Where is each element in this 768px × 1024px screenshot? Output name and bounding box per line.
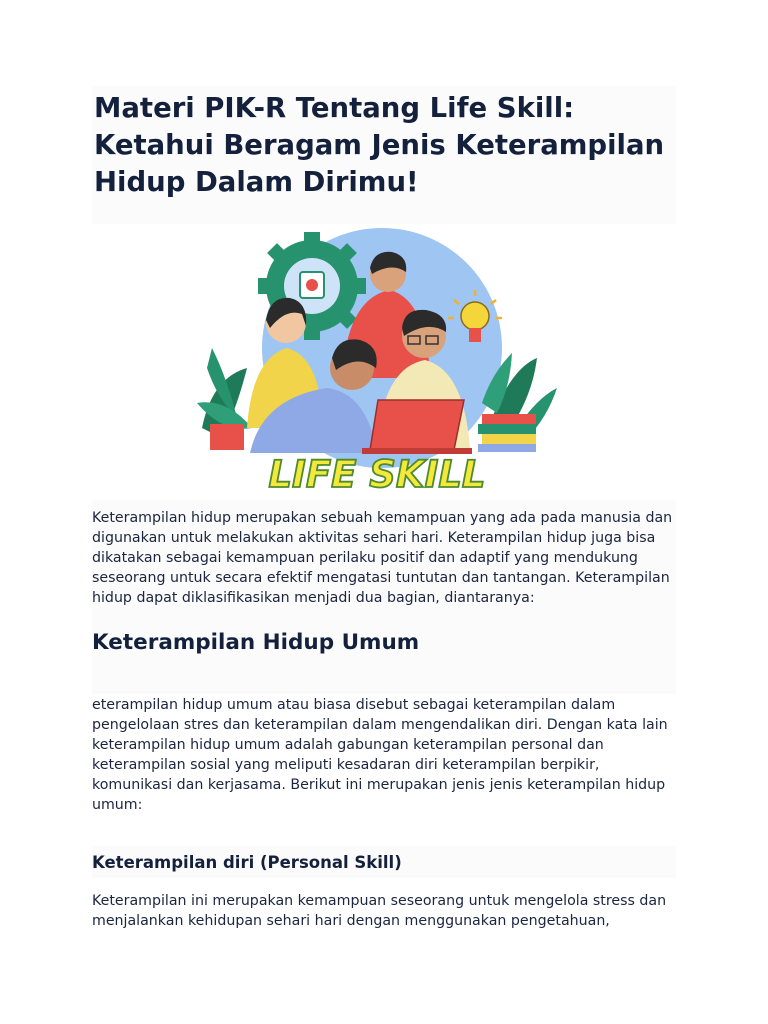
plant-left (197, 348, 252, 450)
life-skill-banner: LIFE SKILL (268, 453, 486, 496)
books-icon (478, 414, 536, 452)
section-body (92, 695, 676, 815)
life-skill-illustration (192, 228, 562, 498)
subsection-body (92, 891, 676, 931)
intro-container (92, 500, 676, 624)
intro-paragraph: Keterampilan hidup merupakan sebuah kemampuan yang ada pada manusia dan digunakan untuk melakukan aktivitas sehari hari. Keterampilan hidup juga bisa dikatakan sebagai kemampuan perilaku positif dan adaptif yang mendukung seseorang untuk secara efektif mengatasi tuntutan dan tantangan. Keterampilan hidup dapat diklasifikasikan menjadi dua bagian, diantaranya: (92, 510, 673, 606)
section-paragraph: eterampilan hidup umum atau biasa disebut sebagai keterampilan dalam pengelolaan stres dan keterampilan dalam mengendalikan diri. Dengan kata lain keterampilan hidup umum adalah gabungan keterampilan personal dan keterampilan sosial yang meliputi kesadaran diri keterampilan berpikir, komunikasi dan kerjasama. Berikut ini merupakan jenis jenis keterampilan hidup umum: (92, 697, 668, 813)
section-heading: Keterampilan Hidup Umum (92, 630, 420, 655)
section-heading-container (92, 618, 676, 694)
subsection-heading: Keterampilan diri (Personal Skill) (92, 853, 402, 872)
title-container (92, 86, 676, 224)
laptop-icon (362, 400, 472, 454)
article-title: Materi PIK-R Tentang Life Skill: Ketahui Beragam Jenis Keterampilan Hidup Dalam Dirimu! (94, 92, 665, 198)
subsection-paragraph: Keterampilan ini merupakan kemampuan seseorang untuk mengelola stress dan menjalankan kehidupan sehari hari dengan menggunakan pengetahuan, (92, 893, 667, 929)
subsection-heading-container (92, 846, 676, 878)
